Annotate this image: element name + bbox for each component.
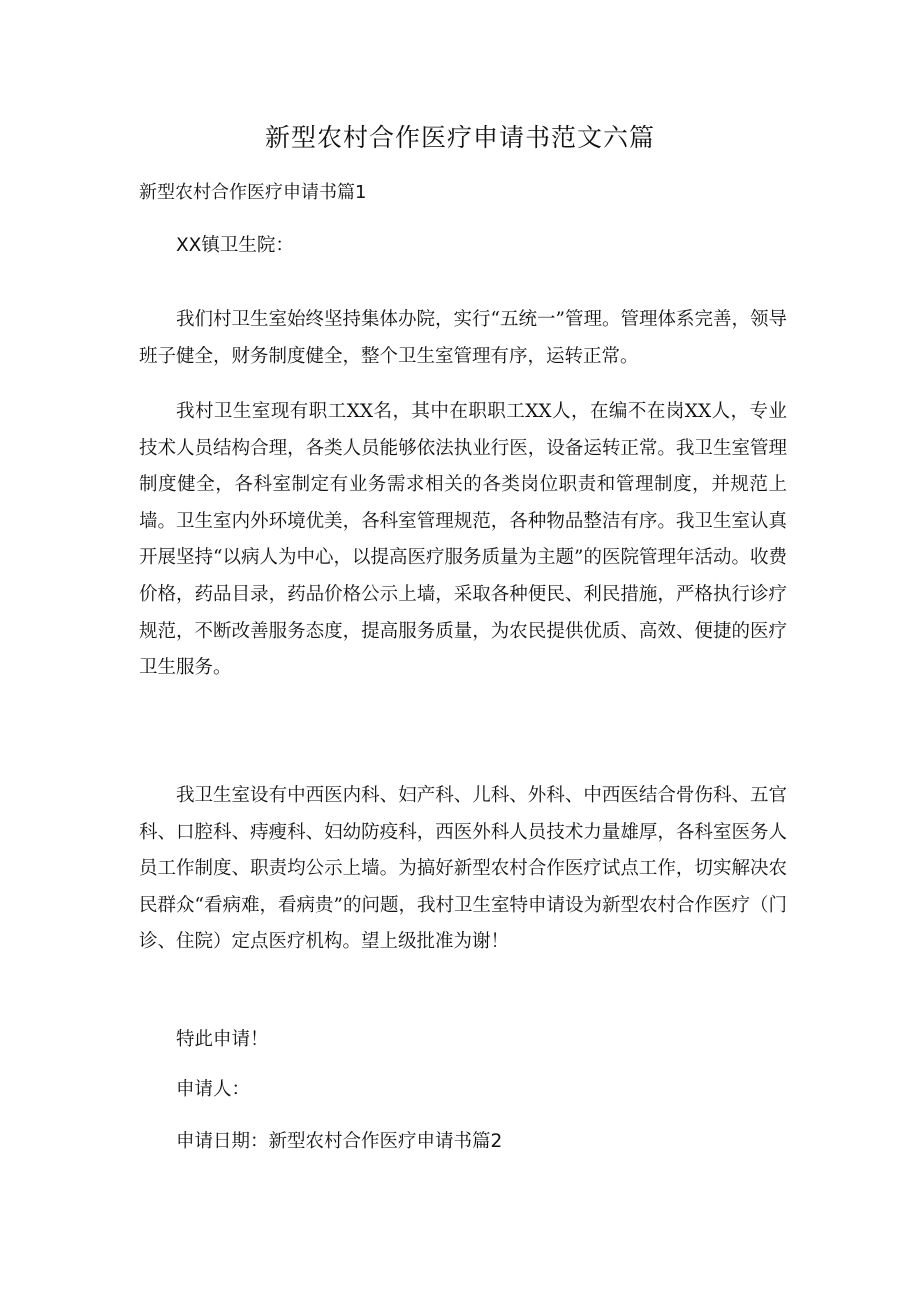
applicant-label: 申请人： <box>176 1079 251 1100</box>
section-heading: 新型农村合作医疗申请书篇1 <box>139 182 367 203</box>
application-date-line: 申请日期：新型农村合作医疗申请书篇2 <box>176 1131 503 1152</box>
body-paragraph: 我们村卫生室始终坚持集体办院，实行“五统一”管理。管理体系完善，领导班子健全，财务制度健全，整个卫生室管理有序，运转正常。 <box>139 309 787 367</box>
body-paragraph: 我村卫生室现有职工XX名，其中在职职工XX人，在编不在岗XX人，专业技术人员结构合理，各类人员能够依法执业行医，设备运转正常。我卫生室管理制度健全，各科室制定有业务需求相关的各类岗位职责和管理制度，并规范上墙。卫生室内外环境优美，各科室管理规范，各种物品整洁有序。我卫生室认真开展坚持“以病人为中心，以提高医疗服务质量为主题”的医院管理年活动。收费价格，药品目录，药品价格公示上墙，采取各种便民、利民措施，严格执行诊疗规范，不断改善服务态度，提高服务质量，为农民提供优质、高效、便捷的医疗卫生服务。 <box>139 401 787 679</box>
salutation: XX镇卫生院： <box>176 235 294 256</box>
document-title: 新型农村合作医疗申请书范文六篇 <box>264 123 655 152</box>
closing-request-line: 特此申请！ <box>176 1029 269 1050</box>
body-paragraph: 我卫生室设有中西医内科、妇产科、儿科、外科、中西医结合骨伤科、五官科、口腔科、痔瘦科、妇幼防疫科，西医外科人员技术力量雄厚，各科室医务人员工作制度、职责均公示上墙。为搞好新型农村合作医疗试点工作，切实解决农民群众“看病难，看病贵”的问题，我村卫生室特申请设为新型农村合作医疗（门诊、住院）定点医疗机构。望上级批准为谢！ <box>139 785 787 953</box>
